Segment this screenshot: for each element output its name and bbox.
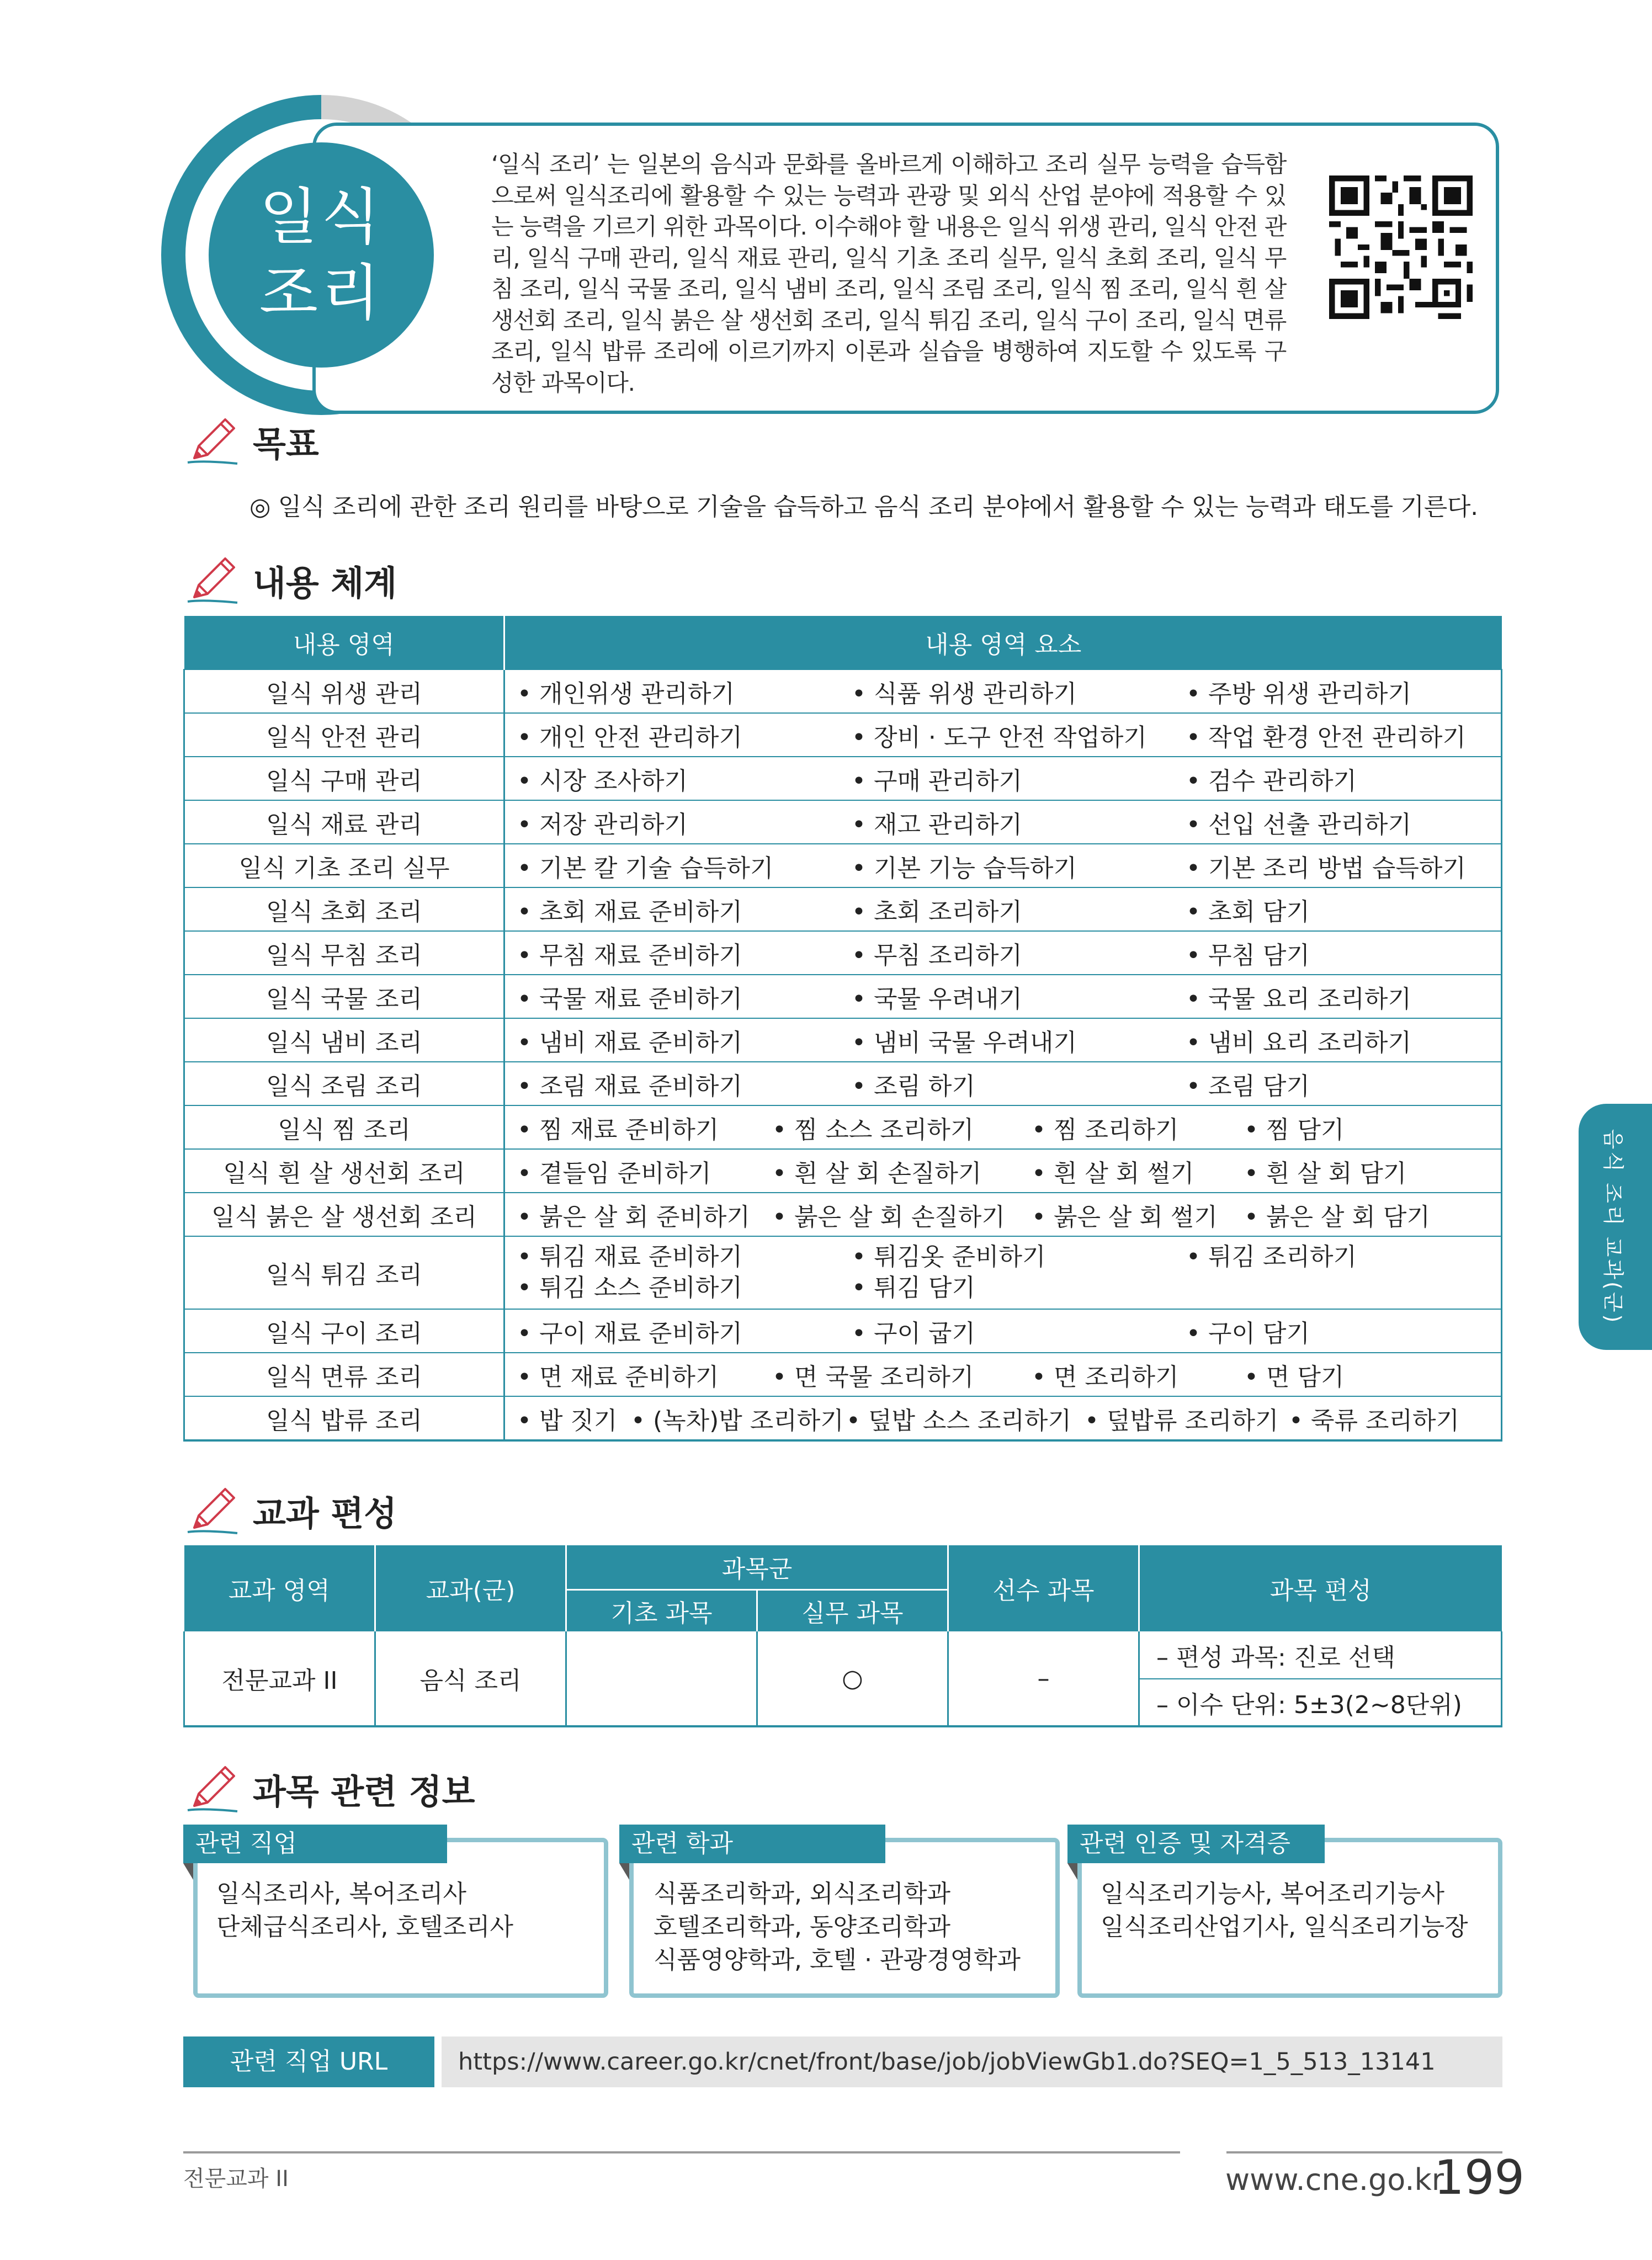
qr-code[interactable] — [1329, 176, 1473, 319]
header-subject-area: 교과 영역 — [184, 1545, 375, 1631]
header-basic-subject: 기초 과목 — [566, 1589, 757, 1631]
element-item: • 흰 살 회 썰기 — [1032, 1159, 1194, 1188]
element-item: • 조림 재료 준비하기 — [517, 1072, 742, 1100]
content-table — [183, 616, 1502, 1442]
section-content — [182, 550, 397, 610]
element-item: • 밥 짓기 — [517, 1406, 618, 1435]
element-item: • 찜 조리하기 — [1032, 1115, 1179, 1144]
curriculum-table — [183, 1545, 1502, 1727]
table-row — [184, 931, 1502, 975]
section-content-label: 내용 체계 — [253, 562, 397, 603]
side-tab-label: 음식 조리 교과(군) — [1601, 1129, 1626, 1325]
element-item: • 무침 담기 — [1186, 941, 1310, 970]
element-item: • 무침 재료 준비하기 — [517, 941, 742, 970]
header-practice-subject: 실무 과목 — [757, 1589, 948, 1631]
cell-organization-2: – 이수 단위: 5±3(2~8단위) — [1139, 1679, 1502, 1726]
departments-line: 호텔조리학과, 동양조리학과 — [654, 1913, 951, 1941]
url-label: 관련 직업 URL — [183, 2036, 434, 2087]
certificates-line: 일식조리산업기사, 일식조리기능장 — [1101, 1913, 1468, 1941]
element-item: • 면 재료 준비하기 — [517, 1363, 719, 1391]
area-cell: 일식 무침 조리 — [184, 931, 504, 975]
table-row — [184, 1193, 1502, 1236]
departments-line: 식품영양학과, 호텔 · 관광경영학과 — [654, 1946, 1021, 1974]
table-row — [184, 800, 1502, 844]
element-item: • 튀김 조리하기 — [1186, 1243, 1357, 1271]
table-row — [184, 1309, 1502, 1353]
element-item: • 시장 조사하기 — [517, 767, 688, 795]
subject-title-line1: 일식 — [259, 182, 384, 252]
element-item: • 식품 위생 관리하기 — [852, 679, 1077, 708]
section-goal — [182, 411, 319, 471]
cell-group: 음식 조리 — [375, 1631, 566, 1726]
pencil-icon — [182, 550, 243, 610]
pencil-icon — [182, 411, 243, 471]
area-cell: 일식 붉은 살 생선회 조리 — [184, 1193, 504, 1236]
element-item: • 검수 관리하기 — [1186, 767, 1357, 795]
area-cell: 일식 밥류 조리 — [184, 1396, 504, 1440]
content-table-header — [184, 616, 1502, 669]
footer-divider — [183, 2151, 1180, 2153]
footer-section-name: 전문교과 II — [183, 2166, 289, 2192]
goal-text: ◎ 일식 조리에 관한 조리 원리를 바탕으로 기술을 습득하고 음식 조리 분야에서 활용할 수 있는 능력과 태도를 기른다. — [249, 493, 1478, 521]
page-number: 199 — [1434, 2150, 1525, 2205]
header-subject-group: 교과(군) — [375, 1545, 566, 1631]
header-prerequisite: 선수 과목 — [948, 1545, 1139, 1631]
area-cell: 일식 튀김 조리 — [184, 1236, 504, 1309]
section-curriculum-label: 교과 편성 — [253, 1493, 397, 1534]
element-item: • 초회 조리하기 — [852, 897, 1022, 926]
element-item: • (녹차)밥 조리하기 — [631, 1406, 844, 1435]
area-cell: 일식 면류 조리 — [184, 1353, 504, 1396]
element-item: • 조림 하기 — [852, 1072, 975, 1100]
element-item: • 초회 담기 — [1186, 897, 1310, 926]
table-row — [184, 1018, 1502, 1062]
cell-practice: ○ — [757, 1631, 948, 1726]
side-tab[interactable] — [1579, 1104, 1652, 1350]
element-item: • 구이 담기 — [1186, 1319, 1310, 1348]
element-item: • 튀김 담기 — [852, 1274, 975, 1302]
departments-tab-fold — [619, 1863, 629, 1880]
element-item: • 찜 재료 준비하기 — [517, 1115, 719, 1144]
area-cell: 일식 구매 관리 — [184, 757, 504, 800]
certificates-tab-fold — [1067, 1863, 1077, 1880]
header-organization: 과목 편성 — [1139, 1545, 1502, 1631]
pencil-icon — [182, 1480, 243, 1541]
area-cell: 일식 구이 조리 — [184, 1309, 504, 1353]
element-item: • 면 조리하기 — [1032, 1363, 1179, 1391]
element-item: • 주방 위생 관리하기 — [1186, 679, 1411, 708]
cell-prerequisite: – — [948, 1631, 1139, 1726]
element-item: • 구매 관리하기 — [852, 767, 1022, 795]
element-item: • 붉은 살 회 준비하기 — [517, 1203, 750, 1231]
table-row — [184, 669, 1502, 713]
element-item: • 붉은 살 회 썰기 — [1032, 1203, 1218, 1231]
table-row — [184, 1236, 1502, 1309]
header-elements: 내용 영역 요소 — [504, 616, 1502, 669]
area-cell: 일식 재료 관리 — [184, 800, 504, 844]
table-row — [184, 1396, 1502, 1440]
area-cell: 일식 찜 조리 — [184, 1105, 504, 1149]
element-item: • 개인 안전 관리하기 — [517, 723, 742, 752]
table-row — [184, 713, 1502, 757]
table-row — [184, 887, 1502, 931]
element-item: • 구이 재료 준비하기 — [517, 1319, 742, 1348]
header-subject-cluster: 과목군 — [566, 1545, 948, 1589]
cell-organization-1: – 편성 과목: 진로 선택 — [1139, 1631, 1502, 1679]
header-area: 내용 영역 — [184, 616, 504, 669]
element-item: • 작업 환경 안전 관리하기 — [1186, 723, 1466, 752]
element-item: • 재고 관리하기 — [852, 810, 1022, 839]
element-item: • 죽류 조리하기 — [1289, 1406, 1459, 1435]
element-item: • 흰 살 회 담기 — [1244, 1159, 1407, 1188]
area-cell: 일식 흰 살 생선회 조리 — [184, 1149, 504, 1193]
table-row — [184, 1149, 1502, 1193]
element-item: • 냄비 재료 준비하기 — [517, 1028, 742, 1057]
departments-list — [654, 1878, 1021, 1977]
area-cell: 일식 냄비 조리 — [184, 1018, 504, 1062]
element-item: • 초회 재료 준비하기 — [517, 897, 742, 926]
jobs-tab: 관련 직업 — [183, 1825, 447, 1863]
cell-basic — [566, 1631, 757, 1726]
area-cell: 일식 위생 관리 — [184, 669, 504, 713]
element-item: • 구이 굽기 — [852, 1319, 975, 1348]
area-cell: 일식 안전 관리 — [184, 713, 504, 757]
area-cell: 일식 조림 조리 — [184, 1062, 504, 1105]
section-info — [182, 1758, 475, 1819]
footer-website[interactable]: www.cne.go.kr — [1225, 2162, 1444, 2197]
element-item: • 국물 재료 준비하기 — [517, 985, 742, 1013]
element-item: • 붉은 살 회 담기 — [1244, 1203, 1430, 1231]
jobs-line: 단체급식조리사, 호텔조리사 — [216, 1913, 514, 1941]
subject-title — [209, 142, 434, 368]
jobs-list — [216, 1878, 513, 1944]
table-row — [184, 757, 1502, 800]
cell-area: 전문교과 II — [184, 1631, 375, 1726]
section-info-label: 과목 관련 정보 — [253, 1771, 475, 1812]
pencil-icon — [182, 1758, 243, 1819]
departments-line: 식품조리학과, 외식조리학과 — [654, 1880, 951, 1908]
element-item: • 국물 요리 조리하기 — [1186, 985, 1411, 1013]
intro-text: ‘일식 조리’ 는 일본의 음식과 문화를 올바르게 이해하고 조리 실무 능력을 습득함으로써 일식조리에 활용할 수 있는 능력과 관광 및 외식 산업 분야에 적용할 수 있는 능력을 기르기 위한 과목이다. 이수해야 할 내용은 일식 위생 관리, 일식 안전 관리, 일식 구매 관리, 일식 재료 관리, 일식 기초 조리 실무, 일식 초회 조리, 일식 무침 조리, 일식 국물 조리, 일식 냄비 조리, 일식 조림 조리, 일식 찜 조리, 일식 흰 살 생선회 조리, 일식 붉은 살 생선회 조리, 일식 튀김 조리, 일식 구이 조리, 일식 면류 조리, 일식 밥류 조리에 이르기까지 이론과 실습을 병행하여 지도할 수 있도록 구성한 과목이다. — [491, 151, 1286, 396]
element-item: • 조림 담기 — [1186, 1072, 1310, 1100]
job-url-link[interactable]: https://www.career.go.kr/cnet/front/base/job/jobViewGb1.do?SEQ=1_5_513_13141 — [442, 2036, 1502, 2087]
element-item: • 흰 살 회 손질하기 — [772, 1159, 982, 1188]
element-item: • 냄비 요리 조리하기 — [1186, 1028, 1411, 1057]
area-cell: 일식 초회 조리 — [184, 887, 504, 931]
departments-tab: 관련 학과 — [619, 1825, 885, 1863]
element-item: • 냄비 국물 우려내기 — [852, 1028, 1077, 1057]
table-row — [184, 975, 1502, 1018]
element-item: • 면 국물 조리하기 — [772, 1363, 974, 1391]
jobs-tab-fold — [183, 1863, 193, 1880]
element-item: • 기본 기능 습득하기 — [852, 854, 1077, 882]
table-row — [184, 1105, 1502, 1149]
element-item: • 튀김 재료 준비하기 — [517, 1243, 742, 1271]
element-item: • 찜 담기 — [1244, 1115, 1345, 1144]
element-item: • 기본 조리 방법 습득하기 — [1186, 854, 1466, 882]
element-item: • 선입 선출 관리하기 — [1186, 810, 1411, 839]
section-goal-label: 목표 — [253, 423, 319, 464]
subject-title-line2: 조리 — [259, 258, 384, 328]
element-item: • 저장 관리하기 — [517, 810, 688, 839]
element-item: • 개인위생 관리하기 — [517, 679, 735, 708]
element-item: • 기본 칼 기술 습득하기 — [517, 854, 774, 882]
certificates-tab: 관련 인증 및 자격증 — [1067, 1825, 1325, 1863]
certificates-list — [1101, 1878, 1468, 1944]
element-item: • 찜 소스 조리하기 — [772, 1115, 974, 1144]
area-cell: 일식 기초 조리 실무 — [184, 844, 504, 887]
element-item: • 곁들임 준비하기 — [517, 1159, 711, 1188]
section-curriculum — [182, 1480, 397, 1541]
element-item: • 튀김옷 준비하기 — [852, 1243, 1046, 1271]
element-item: • 국물 우려내기 — [852, 985, 1022, 1013]
area-cell: 일식 국물 조리 — [184, 975, 504, 1018]
element-item: • 튀김 소스 준비하기 — [517, 1274, 742, 1302]
element-item: • 덮밥 소스 조리하기 — [846, 1406, 1071, 1435]
element-item: • 면 담기 — [1244, 1363, 1345, 1391]
table-row — [184, 1353, 1502, 1396]
element-item: • 덮밥류 조리하기 — [1085, 1406, 1279, 1435]
table-row — [184, 1062, 1502, 1105]
element-item: • 장비 · 도구 안전 작업하기 — [852, 723, 1147, 752]
certificates-line: 일식조리기능사, 복어조리기능사 — [1101, 1880, 1445, 1908]
table-row — [184, 844, 1502, 887]
jobs-line: 일식조리사, 복어조리사 — [216, 1880, 467, 1908]
element-item: • 붉은 살 회 손질하기 — [772, 1203, 1005, 1231]
element-item: • 무침 조리하기 — [852, 941, 1022, 970]
